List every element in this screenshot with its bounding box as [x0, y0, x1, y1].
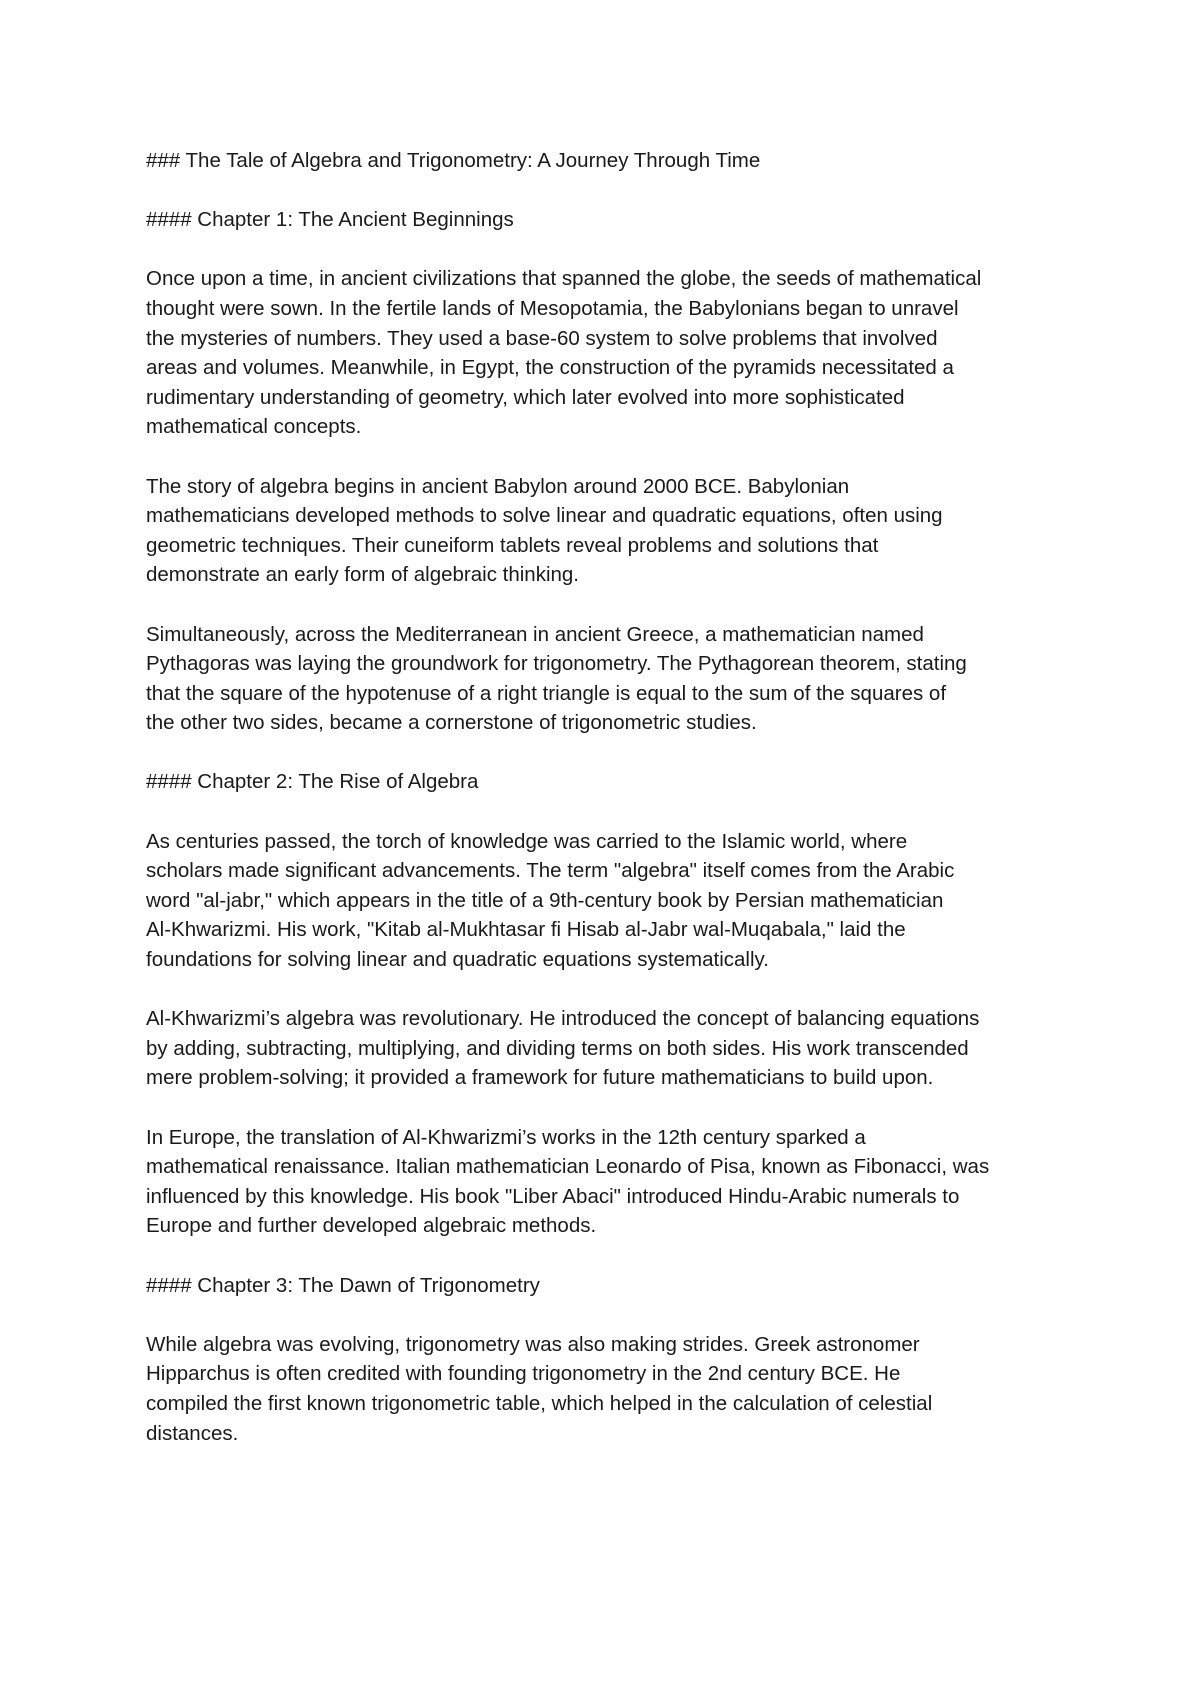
chapter-1-paragraph-1: Once upon a time, in ancient civilizations that spanned the globe, the seeds of mathematical thought were sown. In the fertile lands of Mesopotamia, the Babylonians began to unravel the mysteries of numbers. They used a base-60 system to solve problems that involved areas and volumes. Meanwhile, in Egypt, the construction of the pyramids necessitated a rudimentary understanding of geometry, which later evolved into more sophisticated mathematical concepts. [146, 267, 982, 439]
chapter-1-paragraph-2: The story of algebra begins in ancient Babylon around 2000 BCE. Babylonian mathematicians developed methods to solve linear and quadratic equations, often using geometric techniques. Their cuneiform tablets reveal problems and solutions that demonstrate an early form of algebraic thinking. [146, 474, 943, 587]
chapter-2-paragraph-3: In Europe, the translation of Al-Khwarizmi’s works in the 12th century sparked a mathematical renaissance. Italian mathematician Leonardo of Pisa, known as Fibonacci, was influenced by this knowledge. His book "Liber Abaci" introduced Hindu-Arabic numerals to Europe and further developed algebraic methods. [146, 1125, 990, 1238]
chapter-3-heading: #### Chapter 3: The Dawn of Trigonometry [146, 1273, 540, 1297]
chapter-2-heading: #### Chapter 2: The Rise of Algebra [146, 770, 479, 794]
document-title: ### The Tale of Algebra and Trigonometry: A Journey Through Time [146, 149, 761, 172]
chapter-3-paragraph-1: While algebra was evolving, trigonometry was also making strides. Greek astronomer Hipparchus is often credited with founding trigonometry in the 2nd century BCE. He compiled the first known trigonometric table, which helped in the calculation of celestial distances. [146, 1332, 933, 1445]
chapter-1-paragraph-3: Simultaneously, across the Mediterranean in ancient Greece, a mathematician named Pythagoras was laying the groundwork for trigonometry. The Pythagorean theorem, stating that the square of the hypotenuse of a right triangle is equal to the sum of the squares of the other two sides, became a cornerstone of trigonometric studies. [146, 622, 967, 735]
chapter-1-heading: #### Chapter 1: The Ancient Beginnings [146, 208, 514, 232]
chapter-2-paragraph-1: As centuries passed, the torch of knowledge was carried to the Islamic world, where scholars made significant advancements. The term "algebra" itself comes from the Arabic word "al-jabr," which appears in the title of a 9th-century book by Persian mathematician Al-Khwarizmi. His work, "Kitab al-Mukhtasar fi Hisab al-Jabr wal-Muqabala," laid the foundations for solving linear and quadratic equations systematically. [146, 829, 955, 972]
document-body [146, 146, 1076, 1478]
chapter-2-paragraph-2: Al-Khwarizmi’s algebra was revolutionary. He introduced the concept of balancing equations by adding, subtracting, multiplying, and dividing terms on both sides. His work transcended mere problem-solving; it provided a framework for future mathematicians to build upon. [146, 1007, 980, 1090]
